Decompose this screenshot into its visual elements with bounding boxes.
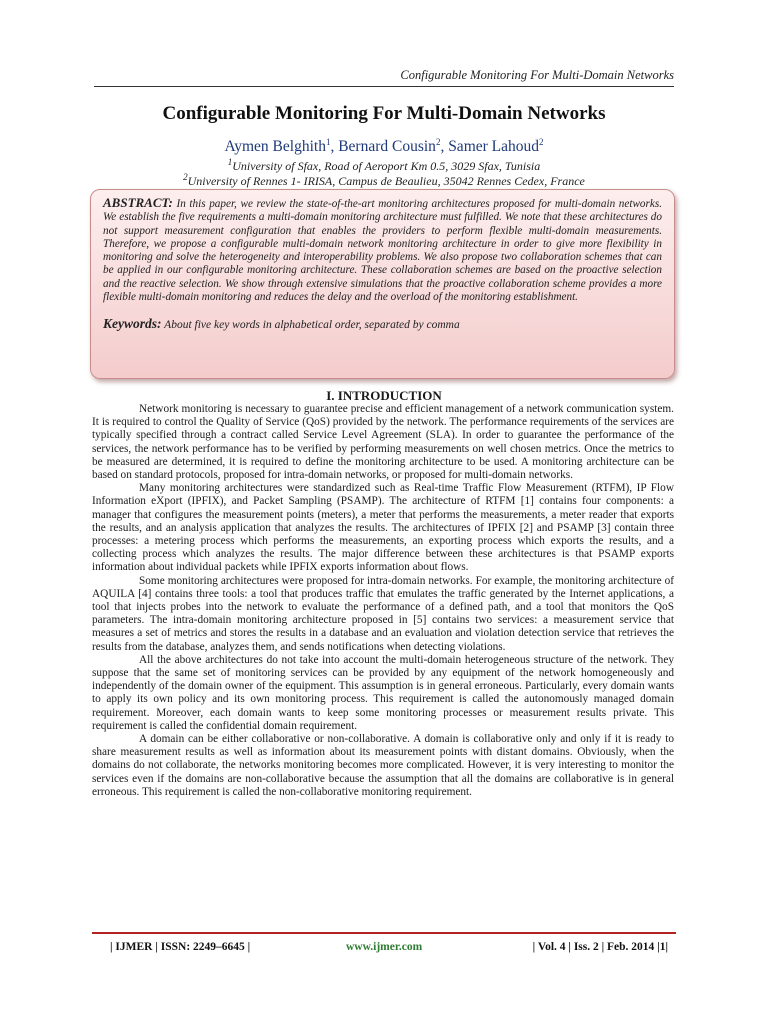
running-title: Configurable Monitoring For Multi-Domain Networks xyxy=(400,68,674,82)
author-sup: 1 xyxy=(325,137,331,147)
keywords-text: About five key words in alphabetical order, separated by comma xyxy=(164,319,460,332)
abstract-body: In this paper, we review the state-of-the-art monitoring architectures proposed for multi-domain networks. We establish the five requirements a multi-domain monitoring architecture must fulfilled. We note that these architectures do not support measurement configuration that enables the providers to perform flexible multi-domain measurements. Therefore, we propose a configurable multi-domain network monitoring architecture in order to give more flexibility in monitoring and solve the heterogeneity and interoperability problems. We also propose two collaboration schemes that can be applied in our configurable monitoring architecture. These collaboration schemes are based on the proactive selection and the reactive selection. We show through extensive simulations that the proactive collaboration scheme provides a more flexible multi-domain monitoring and reduces the delay and the overload of the monitoring establishment. xyxy=(103,198,662,304)
abstract-box xyxy=(90,189,675,379)
paper-title: Configurable Monitoring For Multi-Domain Networks xyxy=(162,103,606,124)
affiliation-text: University of Sfax, Road of Aeroport Km 0.5, 3029 Sfax, Tunisia xyxy=(232,159,541,173)
author-sup: 2 xyxy=(435,137,441,147)
footer-issue: | Vol. 4 | Iss. 2 | Feb. 2014 |1| xyxy=(532,941,668,953)
abstract-paragraph xyxy=(103,196,662,304)
author-name: Bernard Cousin xyxy=(338,138,436,156)
body-paragraph: All the above architectures do not take into account the multi-domain heterogeneous structure of the network. They suppose that the same set of monitoring services can be provided by any equipment of the network homogeneously and independently of the domain owner of the equipment. This assumption is in general erroneous. Particularly, every domain wants to apply its own policy and its own monitoring process. This requirement is called the autonomously managed domain requirement. Moreover, each domain wants to keep some monitoring processes or measurement results private. This requirement is called the confidential domain requirement. xyxy=(92,653,674,732)
abstract-label: ABSTRACT: xyxy=(103,195,173,210)
body-paragraph: A domain can be either collaborative or non-collaborative. A domain is collaborative only and only if it is ready to share measurement results as well as information about its measurement points with distant domains. Obviously, when the domains do not collaborate, the networks monitoring becomes more complicated. However, it is very interesting to monitor the services even if the domains are non-collaborative because the assumption that all the domains are collaborative is in general erroneous. This requirement is called the non-collaborative monitoring requirement. xyxy=(92,733,674,798)
section-body xyxy=(92,403,674,799)
author-sup: 2 xyxy=(539,137,544,147)
keywords-line xyxy=(103,316,662,332)
footer-website-link[interactable]: www.ijmer.com xyxy=(346,941,423,953)
author-list: Aymen Belghith$^1$, Bernard Cousin$^2$, Samer Lahoud$^2$ xyxy=(224,137,544,156)
affiliation-text: University of Rennes 1- IRISA, Campus de Beaulieu, 35042 Rennes Cedex, France xyxy=(187,174,585,188)
body-paragraph: Network monitoring is necessary to guarantee precise and efficient management of a network communication system. It is required to control the Quality of Service (QoS) provided by the network. The performance requirements of the services are typically specified through a contract called Service Level Agreement (SLA). In order to guarantee the performance of the services, the network performance has to be verified by performing measurements on well chosen metrics. Once the metrics to be measured are determined, it is required to define the monitoring architecture to be used. A monitoring architecture can be based on standard protocols, proposed for intra-domain networks, or proposed for multi-domain networks. xyxy=(92,403,674,482)
section-heading: I. INTRODUCTION xyxy=(326,388,442,403)
body-paragraph: Many monitoring architectures were standardized such as Real-time Traffic Flow Measurement (RTFM), IP Flow Information eXport (IPFIX), and Packet Sampling (PSAMP). The architecture of RTFM [1] contains four components: a manager that configures the measurement points (meters), a meter that performs the measurements, a meter reader that exports the results, and an analysis application that analyzes the results. The architectures of IPFIX [2] and PSAMP [3] contain three processes: a metering process which performs the measurements, an exporting process which exports the results, and a collecting process which analyzes the results. The major difference between these architectures is that PSAMP exports information about individual packets while IPFIX exports information about flows. xyxy=(92,482,674,574)
footer-rule xyxy=(92,932,676,934)
affiliation-sup: 1 xyxy=(227,157,233,167)
author-name: Aymen Belghith xyxy=(224,138,326,156)
header-rule xyxy=(94,86,674,87)
keywords-label: Keywords: xyxy=(103,316,162,332)
affiliation-sup: 2 xyxy=(183,172,188,182)
body-paragraph: Some monitoring architectures were proposed for intra-domain networks. For example, the monitoring architecture of AQUILA [4] contains three tools: a tool that produces traffic that emulates the traffic generated by the Internet applications, a tool that injects probes into the network to evaluate the performance of a defined path, and a tool that monitors the QoS parameters. The intra-domain monitoring architecture proposed in [5] contains two services: a measurement service that measures a set of metrics and stores the results in a database and an evaluation and violation detection service that retrieves the results from the database, analyzes them, and sends notifications when detecting violations. xyxy=(92,574,674,653)
footer-journal: | IJMER | ISSN: 2249–6645 | xyxy=(110,941,251,953)
author-name: Samer Lahoud xyxy=(448,138,540,156)
affiliation-2 xyxy=(0,172,768,189)
